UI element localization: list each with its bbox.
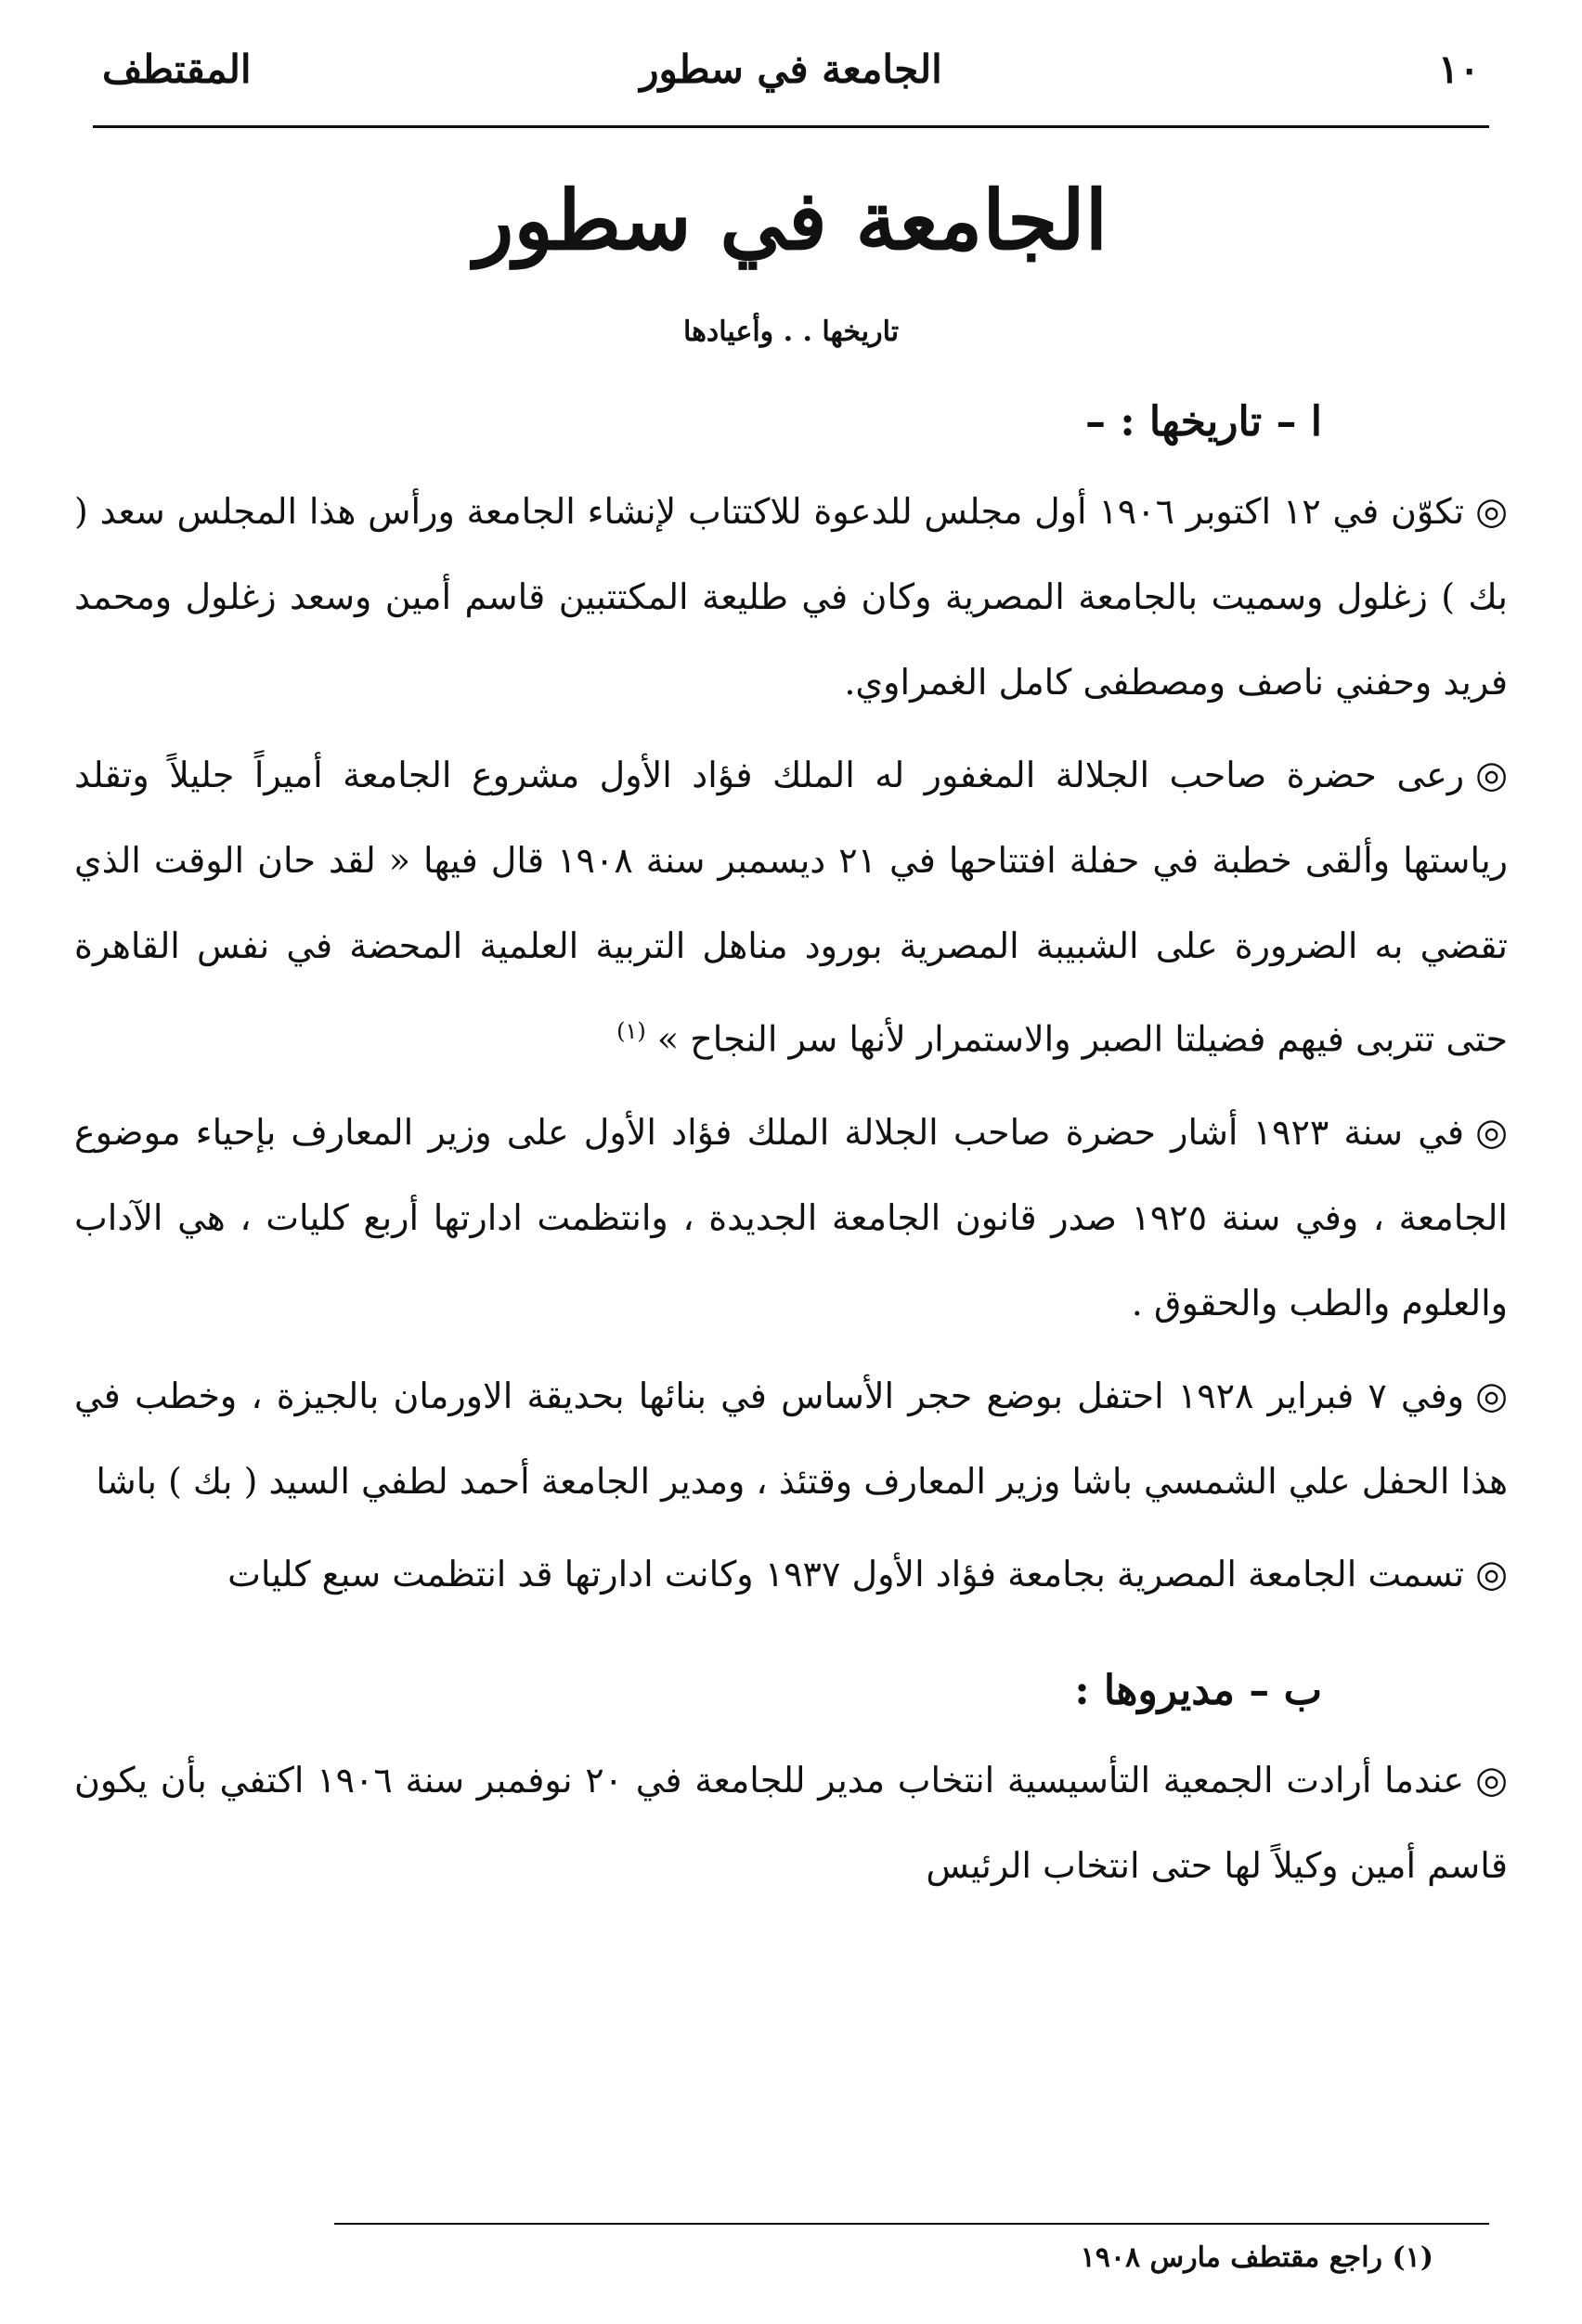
section-heading-directors: ب – مديروها : bbox=[1074, 1666, 1322, 1714]
bullet-icon: ◎ bbox=[1475, 1374, 1508, 1417]
running-title: الجامعة في سطور bbox=[640, 46, 942, 92]
bullet-icon: ◎ bbox=[1475, 754, 1508, 796]
paragraph-text: عندما أرادت الجمعية التأسيسية انتخاب مدير للجامعة في ٢٠ نوفمبر سنة ١٩٠٦ اكتفي بأن يكون قاسم أمين وكيلاً لها حتى انتخاب الرئيس bbox=[74, 1759, 1508, 1886]
bullet-icon: ◎ bbox=[1475, 1110, 1508, 1154]
bullet-icon: ◎ bbox=[1475, 1758, 1508, 1801]
paragraph bbox=[74, 732, 1508, 1082]
section-heading-history: ا – تاريخها : – bbox=[1085, 398, 1322, 445]
paragraph bbox=[74, 1353, 1508, 1524]
paragraph-text: رعى حضرة صاحب الجلالة المغفور له الملك فؤاد الأول مشروع الجامعة أميراً جليلاً وتقلد رياستها وألقى خطبة في حفلة افتتاحها في ٢١ ديسمبر سنة ١٩٠٨ قال فيها « لقد حان الوقت الذي تقضي به الضرورة على الشبيبة المصرية بورود مناهل التربية العلمية المحضة في نفس القاهرة حتى تتربى فيهم فضيلتا الصبر والاستمرار لأنها سر النجاح » bbox=[74, 755, 1508, 1060]
paragraph-text: في سنة ١٩٢٣ أشار حضرة صاحب الجلالة الملك فؤاد الأول على وزير المعارف بإحياء موضوع الجامعة ، وفي سنة ١٩٢٥ صدر قانون الجامعة الجديدة ، وانتظمت ادارتها أربع كليات ، هي الآداب والعلوم والطب والحقوق . bbox=[74, 1111, 1508, 1323]
article-subtitle: تاريخها . . وأعيادها bbox=[682, 316, 900, 348]
bullet-icon: ◎ bbox=[1475, 1552, 1508, 1595]
header-rule bbox=[93, 125, 1489, 128]
paragraph bbox=[74, 1090, 1508, 1346]
footnote-rule bbox=[334, 2223, 1489, 2225]
magazine-name: المقتطف bbox=[102, 46, 252, 92]
paragraph-text: تسمت الجامعة المصرية بجامعة فؤاد الأول ١٩٣٧ وكانت ادارتها قد انتظمت سبع كليات bbox=[227, 1553, 1465, 1595]
article-body bbox=[74, 376, 1508, 1916]
paragraph-text: وفي ٧ فبراير ١٩٢٨ احتفل بوضع حجر الأساس في بنائها بحديقة الاورمان بالجيزة ، وخطب في هذا الحفل علي الشمسي باشا وزير المعارف وقتئذ ، ومدير الجامعة أحمد لطفي السيد ( بك ) باشا bbox=[74, 1375, 1508, 1502]
paragraph bbox=[74, 1737, 1508, 1908]
paragraph-text: تكوّن في ١٢ اكتوبر ١٩٠٦ أول مجلس للدعوة للاكتتاب لإنشاء الجامعة ورأس هذا المجلس سعد ( بك ) زغلول وسميت بالجامعة المصرية وكان في طليعة المكتتبين قاسم أمين وسعد زغلول ومحمد فريد وحفني ناصف ومصطفى كامل الغمراوي. bbox=[74, 491, 1508, 703]
page-header bbox=[102, 46, 1480, 111]
paragraph bbox=[74, 469, 1508, 725]
page-number: ١٠ bbox=[1437, 46, 1480, 92]
footnote-reference: (١) bbox=[616, 1018, 646, 1044]
footnote: (١) راجع مقتطف مارس ١٩٠٨ bbox=[1080, 2241, 1433, 2274]
article-title: الجامعة في سطور bbox=[473, 172, 1109, 268]
paragraph bbox=[74, 1531, 1508, 1617]
bullet-icon: ◎ bbox=[1475, 490, 1508, 533]
